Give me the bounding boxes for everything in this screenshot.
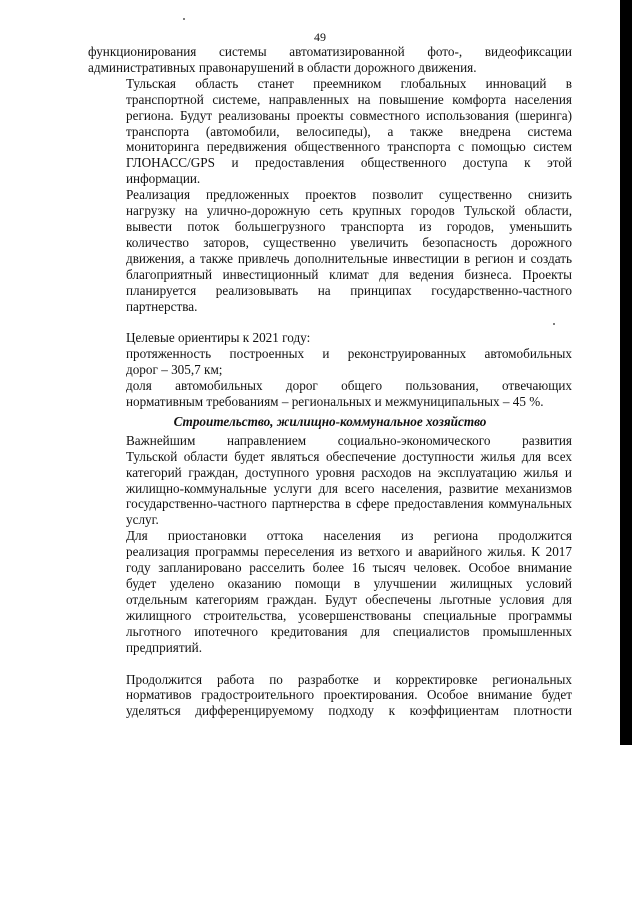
page-number: 49 — [314, 30, 326, 44]
paragraph — [88, 433, 572, 528]
paragraph — [88, 346, 572, 378]
text-line: Тульской области будет являться обеспечение доступности жилья для всех — [126, 448, 572, 464]
text-line: Для приостановки оттока населения из региона продолжится — [126, 528, 572, 544]
text-line: отдельным категориям граждан. Будут обеспечены льготные условия для — [126, 591, 572, 607]
paragraph — [88, 672, 572, 720]
text-line: функционирования системы автоматизированной фото-, видеофиксации — [88, 44, 572, 59]
text-line: нормативным требованиям – региональных и межмуниципальных – 45 %. — [126, 394, 544, 410]
text-line: реализация программы переселения из ветхого и аварийного жилья. К 2017 — [126, 544, 572, 560]
paragraph — [88, 44, 572, 76]
text-line: предприятий. — [126, 639, 202, 655]
text-line: жилищного строительства, усовершенствованы специальные программы — [126, 607, 572, 623]
text-line: информации. — [126, 171, 201, 187]
text-line: Важнейшим направлением социально-экономического развития — [126, 432, 572, 448]
text-line: ГЛОНАСС/GPS и предоставления общественного доступа к этой — [126, 155, 572, 171]
paragraph — [88, 528, 572, 655]
text-line: Продолжится работа по разработке и корректировке региональных — [126, 671, 572, 687]
text-line: региона. Будут реализованы проекты совместного использования (шеринга) — [126, 107, 572, 123]
text-line: уделяться дифференцируемому подходу к коэффициентам плотности — [126, 703, 572, 719]
scan-edge-bar — [620, 0, 632, 745]
text-line: благоприятный инвестиционный климат для ведения бизнеса. Проекты — [126, 266, 572, 282]
text-line: дорог – 305,7 км; — [126, 362, 223, 378]
text-line: мониторинга передвижения общественного транспорта с помощью систем — [126, 139, 572, 155]
scan-speck — [183, 18, 185, 20]
paragraph — [88, 76, 572, 187]
text-line: государственно-частного партнерства в сфере предоставления коммунальных — [126, 496, 572, 512]
paragraph — [88, 187, 572, 314]
text-line: движения, а также привлечь дополнительные инвестиции в регион и создать — [126, 250, 572, 266]
text-line: протяженность построенных и реконструированных автомобильных — [126, 346, 572, 362]
text-line: планируется реализовывать на принципах государственно-частного — [126, 282, 572, 298]
paragraph — [88, 378, 572, 410]
text-line: транспортной системе, направленных на повышение комфорта населения — [126, 91, 572, 107]
text-line: льготного ипотечного кредитования для специалистов промышленных — [126, 623, 572, 639]
text-line: будет уделено оказанию помощи в улучшении жилищных условий — [126, 576, 572, 591]
text-line: жилищно-коммунальные услуги для всего населения, развитие механизмов — [126, 480, 572, 496]
text-line: нагрузку на улично-дорожную сеть крупных городов Тульской области, — [126, 203, 572, 219]
text-line: Тульская область станет преемником глобальных инноваций в — [126, 75, 572, 91]
text-line: Реализация предложенных проектов позволит существенно снизить — [126, 187, 572, 203]
text-line: вывести поток большегрузного транспорта из городов, уменьшить — [126, 218, 572, 234]
text-line: административных правонарушений в области дорожного движения. — [88, 59, 477, 75]
section-heading: Строительство, жилищно-коммунальное хозяйство — [173, 413, 487, 429]
text-line: транспорта (автомобили, велосипеды), а также внедрена система — [126, 123, 572, 139]
text-line: количество заторов, существенно увеличить безопасность дорожного — [126, 234, 572, 250]
text-line: нормативов градостроительного проектирования. Особое внимание будет — [126, 687, 572, 703]
text-line: Целевые ориентиры к 2021 году: — [126, 330, 311, 346]
text-line: партнерства. — [126, 298, 198, 314]
paragraph — [88, 330, 572, 346]
text-line: услуг. — [126, 512, 159, 528]
text-line: доля автомобильных дорог общего пользования, отвечающих — [126, 378, 572, 394]
text-line: категорий граждан, доступного уровня расходов на эксплуатацию жилья и — [126, 464, 572, 480]
text-line: году запланировано расселить более 16 тысяч человек. Особое внимание — [126, 560, 572, 576]
document-body — [88, 44, 572, 719]
